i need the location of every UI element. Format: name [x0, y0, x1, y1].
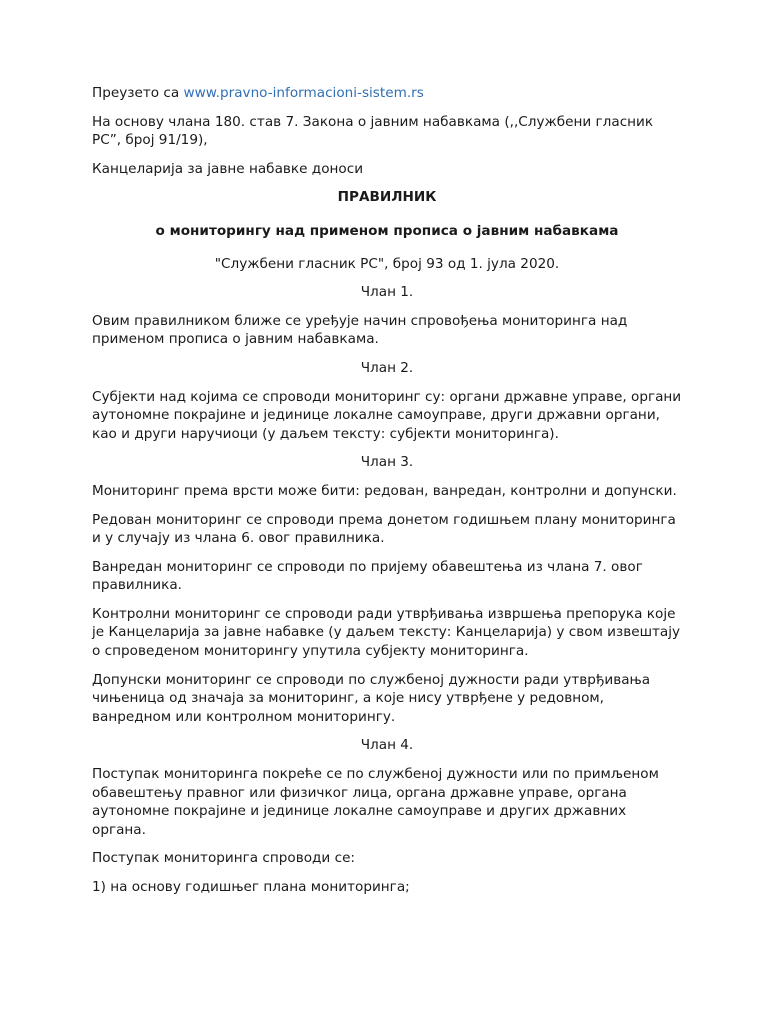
- source-prefix: Преузето са: [92, 85, 184, 101]
- legal-basis: На основу члана 180. став 7. Закона о јавним набавкама (,,Службени гласник РС”, број 91/19),: [92, 113, 654, 149]
- article-heading: Члан 1.: [360, 284, 414, 301]
- article-paragraph: Поступак мониторинга спроводи се:: [92, 850, 356, 867]
- article-heading: Члан 2.: [360, 359, 414, 376]
- article-paragraph: Субјекти над којима се спроводи мониторинг су: органи државне управе, органи аутономне покрајине и јединице локалне самоуправе, други државни органи, као и други наручиоци (у даљем тексту: субјекти мониторинга).: [92, 388, 682, 442]
- list-item: 1) на основу годишњег плана мониторинга;: [92, 879, 410, 895]
- article-heading: Члан 3.: [360, 454, 414, 471]
- article-paragraph: Овим правилником ближе се уређује начин спровођења мониторинга над применом прописа о јавним набавкама.: [92, 312, 628, 348]
- article-paragraph: Допунски мониторинг се спроводи по службеној дужности ради утврђивања чињеница од значаја за мониторинг, а које нису утврђене у редовном, ванредном или контролном мониторингу.: [92, 671, 651, 725]
- issuer-line: Канцеларија за јавне набавке доноси: [92, 160, 364, 177]
- source-line: [92, 84, 682, 103]
- document-page: [92, 84, 682, 907]
- article-paragraph: Контролни мониторинг се спроводи ради утврђивања извршења препорука које је Канцеларија за јавне набавке (у даљем тексту: Канцеларија) у свом извештају о спроведеном мониторингу упутила субјекту мониторинга.: [92, 605, 681, 660]
- document-subtitle: о мониторингу над применом прописа о јавним набавкама: [155, 222, 619, 239]
- gazette-reference: "Службени гласник РС", број 93 од 1. јула 2020.: [214, 255, 560, 272]
- article-paragraph: Мониторинг према врсти може бити: редован, ванредан, контролни и допунски.: [92, 482, 677, 499]
- article-heading: Члан 4.: [360, 737, 414, 754]
- article-paragraph: Редован мониторинг се спроводи према донетом годишњем плану мониторинга и у случају из члана 6. овог правилника.: [92, 511, 676, 547]
- article-paragraph: Поступак мониторинга покреће се по службеној дужности или по примљеном обавештењу правног или физичког лица, органа државне управе, органа аутономне покрајине и јединице локалне самоуправе и других државних органа.: [92, 766, 659, 838]
- document-title: ПРАВИЛНИК: [337, 189, 437, 206]
- source-link[interactable]: www.pravno-informacioni-sistem.rs: [183, 85, 424, 101]
- article-paragraph: Ванредан мониторинг се спроводи по пријему обавештења из члана 7. овог правилника.: [92, 558, 643, 594]
